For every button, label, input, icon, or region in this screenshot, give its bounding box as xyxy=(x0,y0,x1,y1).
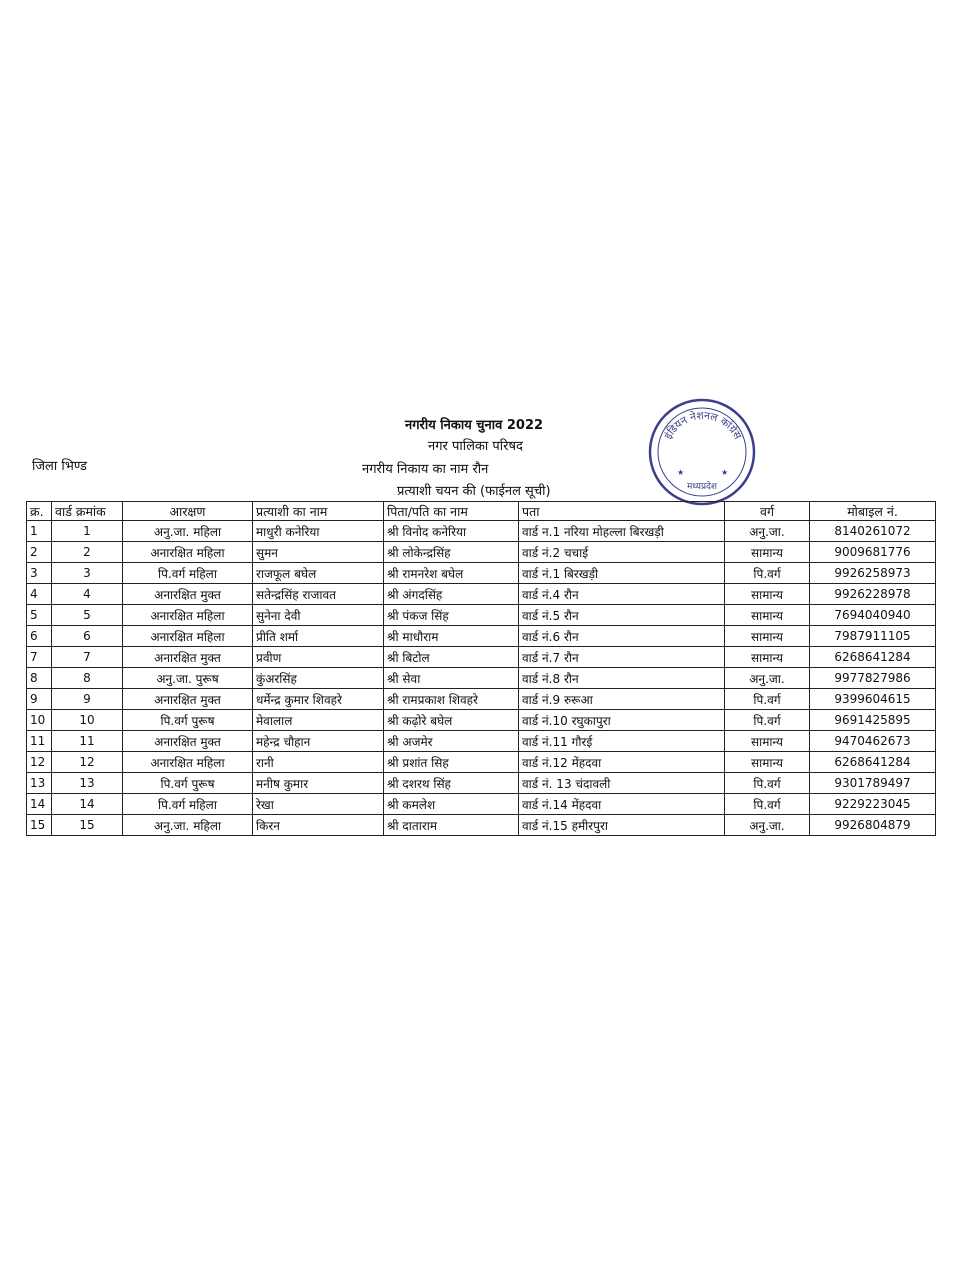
row-father-husband-name: श्री अंगदसिंह xyxy=(384,584,519,605)
table-row xyxy=(27,542,936,563)
row-serial: 3 xyxy=(27,563,52,584)
document-title: नगरीय निकाय चुनाव 2022 xyxy=(405,418,544,433)
header-ward-number: वार्ड क्रमांक xyxy=(52,502,123,521)
row-category: सामान्य xyxy=(725,647,810,668)
header-candidate-name: प्रत्याशी का नाम xyxy=(253,502,384,521)
row-ward-number: 11 xyxy=(52,731,123,752)
row-mobile: 9926804879 xyxy=(810,815,936,836)
row-address: वार्ड नं. 13 चंदावली xyxy=(519,773,725,794)
row-reservation: अनारक्षित महिला xyxy=(123,752,253,773)
table-row xyxy=(27,584,936,605)
row-father-husband-name: श्री रामनरेश बघेल xyxy=(384,563,519,584)
row-category: पि.वर्ग xyxy=(725,689,810,710)
row-reservation: अनु.जा. पुरूष xyxy=(123,668,253,689)
row-reservation: अनु.जा. महिला xyxy=(123,815,253,836)
row-father-husband-name: श्री माधौराम xyxy=(384,626,519,647)
row-ward-number: 9 xyxy=(52,689,123,710)
row-father-husband-name: श्री विनोद कनेरिया xyxy=(384,521,519,542)
row-ward-number: 13 xyxy=(52,773,123,794)
row-address: वार्ड नं.8 रौन xyxy=(519,668,725,689)
row-candidate-name: मनीष कुमार xyxy=(253,773,384,794)
candidate-list-table xyxy=(26,501,936,836)
row-candidate-name: रेखा xyxy=(253,794,384,815)
row-address: वार्ड नं.5 रौन xyxy=(519,605,725,626)
row-reservation: अनारक्षित मुक्त xyxy=(123,647,253,668)
row-ward-number: 3 xyxy=(52,563,123,584)
row-category: सामान्य xyxy=(725,584,810,605)
row-serial: 13 xyxy=(27,773,52,794)
table-row xyxy=(27,647,936,668)
table-row xyxy=(27,731,936,752)
row-mobile: 9977827986 xyxy=(810,668,936,689)
table-row xyxy=(27,605,936,626)
table-row xyxy=(27,773,936,794)
row-serial: 4 xyxy=(27,584,52,605)
row-reservation: अनु.जा. महिला xyxy=(123,521,253,542)
row-father-husband-name: श्री अजमेर xyxy=(384,731,519,752)
row-candidate-name: सुमन xyxy=(253,542,384,563)
row-candidate-name: किरन xyxy=(253,815,384,836)
row-candidate-name: सुनेना देवी xyxy=(253,605,384,626)
row-address: वार्ड नं.14 मेंहदवा xyxy=(519,794,725,815)
row-mobile: 9691425895 xyxy=(810,710,936,731)
row-category: सामान्य xyxy=(725,731,810,752)
row-ward-number: 2 xyxy=(52,542,123,563)
table-row xyxy=(27,689,936,710)
local-body-name: नगरीय निकाय का नाम रौन xyxy=(362,462,489,477)
row-mobile: 9009681776 xyxy=(810,542,936,563)
row-serial: 15 xyxy=(27,815,52,836)
row-father-husband-name: श्री लोकेन्द्रसिंह xyxy=(384,542,519,563)
row-father-husband-name: श्री पंकज सिंह xyxy=(384,605,519,626)
table-row xyxy=(27,752,936,773)
row-serial: 11 xyxy=(27,731,52,752)
row-reservation: पि.वर्ग महिला xyxy=(123,794,253,815)
row-ward-number: 15 xyxy=(52,815,123,836)
list-title: प्रत्याशी चयन की (फाईनल सूची) xyxy=(397,484,551,499)
table-row xyxy=(27,563,936,584)
district-label: जिला भिण्ड xyxy=(32,459,87,474)
row-mobile: 6268641284 xyxy=(810,752,936,773)
row-mobile: 7694040940 xyxy=(810,605,936,626)
row-reservation: अनारक्षित मुक्त xyxy=(123,731,253,752)
row-mobile: 7987911105 xyxy=(810,626,936,647)
row-candidate-name: धर्मेन्द्र कुमार शिवहरे xyxy=(253,689,384,710)
row-serial: 14 xyxy=(27,794,52,815)
row-category: अनु.जा. xyxy=(725,521,810,542)
row-mobile: 9399604615 xyxy=(810,689,936,710)
row-candidate-name: प्रीति शर्मा xyxy=(253,626,384,647)
row-address: वार्ड नं.2 चचाई xyxy=(519,542,725,563)
row-reservation: पि.वर्ग पुरूष xyxy=(123,773,253,794)
header-father-husband-name: पिता/पति का नाम xyxy=(384,502,519,521)
row-address: वार्ड नं.10 रघुकापुरा xyxy=(519,710,725,731)
row-category: सामान्य xyxy=(725,542,810,563)
row-reservation: अनारक्षित महिला xyxy=(123,626,253,647)
row-candidate-name: प्रवीण xyxy=(253,647,384,668)
header-category: वर्ग xyxy=(725,502,810,521)
row-mobile: 9926228978 xyxy=(810,584,936,605)
row-candidate-name: कुंअरसिंह xyxy=(253,668,384,689)
row-serial: 2 xyxy=(27,542,52,563)
table-row xyxy=(27,668,936,689)
row-reservation: पि.वर्ग पुरूष xyxy=(123,710,253,731)
document-subtitle: नगर पालिका परिषद xyxy=(428,439,523,454)
row-ward-number: 1 xyxy=(52,521,123,542)
row-father-husband-name: श्री दाताराम xyxy=(384,815,519,836)
table-row xyxy=(27,815,936,836)
row-category: सामान्य xyxy=(725,605,810,626)
row-ward-number: 5 xyxy=(52,605,123,626)
row-category: पि.वर्ग xyxy=(725,563,810,584)
stamp-star-icon: ★ xyxy=(677,468,685,477)
row-mobile: 9470462673 xyxy=(810,731,936,752)
row-address: वार्ड नं.9 रुरूआ xyxy=(519,689,725,710)
row-mobile: 8140261072 xyxy=(810,521,936,542)
row-candidate-name: रानी xyxy=(253,752,384,773)
stamp-bottom-text: मध्यप्रदेश xyxy=(686,482,718,492)
row-category: अनु.जा. xyxy=(725,668,810,689)
row-father-husband-name: श्री कमलेश xyxy=(384,794,519,815)
header-reservation: आरक्षण xyxy=(123,502,253,521)
row-serial: 10 xyxy=(27,710,52,731)
row-serial: 6 xyxy=(27,626,52,647)
row-serial: 9 xyxy=(27,689,52,710)
row-reservation: अनारक्षित मुक्त xyxy=(123,689,253,710)
table-row xyxy=(27,521,936,542)
row-father-husband-name: श्री कढ़ोरे बघेल xyxy=(384,710,519,731)
row-reservation: अनारक्षित महिला xyxy=(123,605,253,626)
row-serial: 8 xyxy=(27,668,52,689)
row-ward-number: 12 xyxy=(52,752,123,773)
row-reservation: पि.वर्ग महिला xyxy=(123,563,253,584)
header-serial: क्र. xyxy=(27,502,52,521)
row-candidate-name: माधुरी कनेरिया xyxy=(253,521,384,542)
row-mobile: 6268641284 xyxy=(810,647,936,668)
row-father-husband-name: श्री रामप्रकाश शिवहरे xyxy=(384,689,519,710)
table-row xyxy=(27,794,936,815)
row-mobile: 9926258973 xyxy=(810,563,936,584)
row-address: वार्ड नं.11 गौरई xyxy=(519,731,725,752)
row-category: सामान्य xyxy=(725,626,810,647)
stamp-star-icon: ★ xyxy=(721,468,729,477)
row-address: वार्ड नं.15 हमीरपुरा xyxy=(519,815,725,836)
row-father-husband-name: श्री प्रशांत सिह xyxy=(384,752,519,773)
row-father-husband-name: श्री दशरथ सिंह xyxy=(384,773,519,794)
row-ward-number: 7 xyxy=(52,647,123,668)
row-ward-number: 8 xyxy=(52,668,123,689)
row-address: वार्ड नं.12 मेंहदवा xyxy=(519,752,725,773)
row-serial: 12 xyxy=(27,752,52,773)
row-category: अनु.जा. xyxy=(725,815,810,836)
row-mobile: 9229223045 xyxy=(810,794,936,815)
row-reservation: अनारक्षित महिला xyxy=(123,542,253,563)
party-stamp-seal xyxy=(647,397,757,507)
table-row xyxy=(27,626,936,647)
row-serial: 1 xyxy=(27,521,52,542)
row-father-husband-name: श्री सेवा xyxy=(384,668,519,689)
row-candidate-name: राजफूल बघेल xyxy=(253,563,384,584)
row-reservation: अनारक्षित मुक्त xyxy=(123,584,253,605)
row-candidate-name: सतेन्द्रसिंह राजावत xyxy=(253,584,384,605)
row-mobile: 9301789497 xyxy=(810,773,936,794)
row-address: वार्ड नं.4 रौन xyxy=(519,584,725,605)
row-ward-number: 6 xyxy=(52,626,123,647)
row-candidate-name: महेन्द्र चौहान xyxy=(253,731,384,752)
row-ward-number: 10 xyxy=(52,710,123,731)
row-father-husband-name: श्री बिटोल xyxy=(384,647,519,668)
svg-text:इंडियन नेशनल कांग्रेस xyxy=(662,410,744,442)
row-category: पि.वर्ग xyxy=(725,710,810,731)
header-address: पता xyxy=(519,502,725,521)
row-ward-number: 14 xyxy=(52,794,123,815)
row-address: वार्ड नं.6 रौन xyxy=(519,626,725,647)
row-candidate-name: मेवालाल xyxy=(253,710,384,731)
row-ward-number: 4 xyxy=(52,584,123,605)
row-serial: 7 xyxy=(27,647,52,668)
row-category: पि.वर्ग xyxy=(725,773,810,794)
row-serial: 5 xyxy=(27,605,52,626)
header-mobile: मोबाइल नं. xyxy=(810,502,936,521)
stamp-top-text: इंडियन नेशनल कांग्रेस xyxy=(662,409,744,442)
row-address: वार्ड नं.7 रौन xyxy=(519,647,725,668)
row-category: सामान्य xyxy=(725,752,810,773)
row-address: वार्ड नं.1 बिरखड़ी xyxy=(519,563,725,584)
row-address: वार्ड न.1 नरिया मोहल्ला बिरखड़ी xyxy=(519,521,725,542)
table-row xyxy=(27,710,936,731)
row-category: पि.वर्ग xyxy=(725,794,810,815)
table-header-row xyxy=(27,502,936,521)
